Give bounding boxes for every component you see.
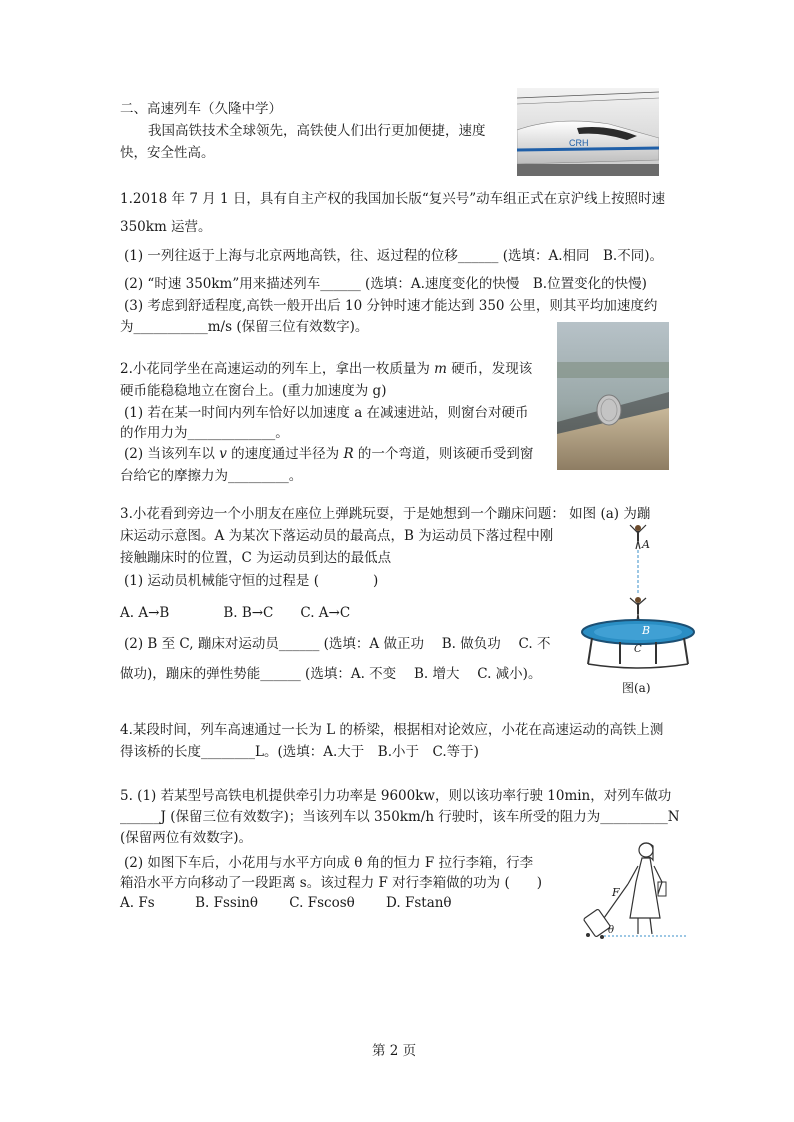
q2-part1-cont: 的作用力为_____________。 (120, 425, 289, 441)
q3-part1: (1) 运动员机械能守恒的过程是 ( ) (124, 573, 379, 589)
q2-part2: (2) 当该列车以 v 的速度通过半径为 R 的一个弯道，则该硬币受到窗 (124, 446, 534, 462)
q3-part1-options: A. A→B B. B→C C. A→C (120, 605, 351, 621)
q5-part1-cont2: (保留两位有效数字)。 (120, 830, 253, 846)
q3-stem-cont2: 接触蹦床时的位置，C 为运动员到达的最低点 (120, 550, 392, 566)
force-f-label: F (612, 886, 620, 899)
section-heading: 二、高速列车（久隆中学） (120, 101, 282, 117)
q3-part2-cont: 做功)，蹦床的弹性势能______ (选填：A. 不变 B. 增大 C. 减小)。 (120, 666, 542, 682)
q5-part1: 5. (1) 若某型号高铁电机提供牵引力功率是 9600kw，则以该功率行驶 10min，对列车做功 (120, 788, 672, 804)
point-c-label: C (634, 644, 642, 655)
point-b-label: B (642, 624, 651, 637)
q5-part2: (2) 如图下车后，小花用与水平方向成 θ 角的恒力 F 拉行李箱，行李 (124, 855, 534, 871)
point-a-label: A (642, 538, 650, 551)
trampoline-diagram (580, 522, 696, 698)
figure-a-caption: 图(a) (622, 681, 651, 695)
q2-part2-cont: 台给它的摩擦力为_________。 (120, 468, 303, 484)
q1-stem: 1.2018 年 7 月 1 日，具有自主产权的我国加长版“复兴号”动车组正式在京沪线上按照时速 (120, 191, 666, 207)
q5-part1-cont1: ______J (保留三位有效数字)；当该列车以 350km/h 行驶时，该车所受的阻力为__________N (120, 809, 680, 825)
q3-stem: 3.小花看到旁边一个小朋友在座位上弹跳玩耍，于是她想到一个蹦床问题： 如图 (a) 为蹦 (120, 506, 651, 522)
girl-pulling-suitcase-diagram (580, 838, 688, 942)
q2-part1: (1) 若在某一时间内列车恰好以加速度 a 在减速进站，则窗台对硬币 (124, 405, 529, 421)
q4-line2: 得该桥的长度________L。(选填：A.大于 B.小于 C.等于) (120, 744, 479, 760)
train-logo: CRH (569, 138, 589, 148)
q5-part2-options: A. Fs B. Fssinθ C. Fscosθ D. Fstanθ (120, 895, 452, 911)
section-intro-cont: 快，安全性高。 (120, 145, 215, 161)
high-speed-train-photo (517, 88, 659, 176)
q1-part3-cont: 为___________m/s (保留三位有效数字)。 (120, 319, 369, 335)
q4-line1: 4.某段时间，列车高速通过一长为 L 的桥梁，根据相对论效应，小花在高速运动的高铁上测 (120, 722, 664, 738)
q1-stem-cont: 350km 运营。 (120, 219, 212, 235)
page-number: 第 2 页 (372, 1043, 417, 1059)
angle-theta-label: θ (608, 925, 615, 936)
q5-part2-cont: 箱沿水平方向移动了一段距离 s。该过程力 F 对行李箱做的功为 ( ) (120, 875, 542, 891)
section-intro: 我国高铁技术全球领先，高铁使人们出行更加便捷，速度 (148, 123, 486, 139)
q1-part1: (1) 一列往返于上海与北京两地高铁，往、返过程的位移______ (选填：A.相同 B.不同)。 (124, 248, 663, 264)
coin-on-windowsill-photo (557, 322, 669, 470)
q1-part2: (2) “时速 350km”用来描述列车______ (选填：A.速度变化的快慢 B.位置变化的快慢) (124, 276, 647, 292)
q1-part3: (3) 考虑到舒适程度,高铁一般开出后 10 分钟时速才能达到 350 公里，则其平均加速度约 (124, 298, 658, 314)
q3-part2: (2) B 至 C, 蹦床对运动员______ (选填：A 做正功 B. 做负功 C. 不 (124, 636, 551, 652)
q2-stem: 2.小花同学坐在高速运动的列车上，拿出一枚质量为 m 硬币，发现该 (120, 361, 533, 377)
q3-stem-cont1: 床运动示意图。A 为某次下落运动员的最高点，B 为运动员下落过程中刚 (120, 528, 554, 544)
q2-stem-cont: 硬币能稳稳地立在窗台上。(重力加速度为 g) (120, 383, 387, 399)
